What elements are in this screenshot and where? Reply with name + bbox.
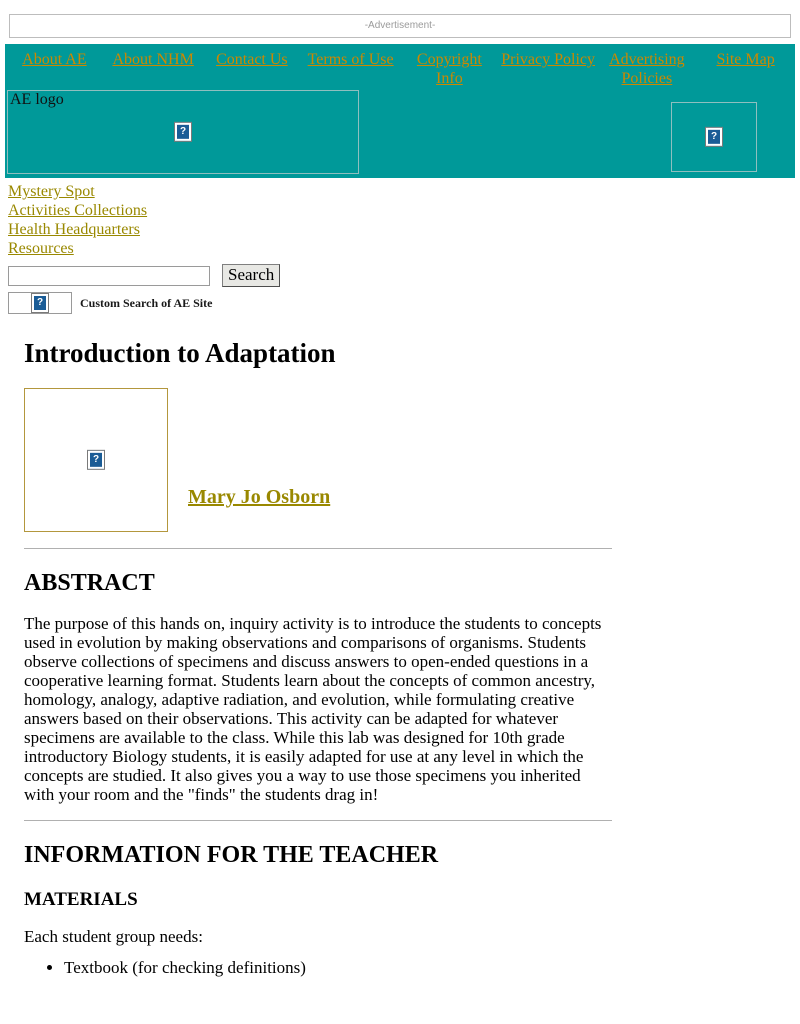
search-input[interactable] [8,266,210,286]
page-title: Introduction to Adaptation [24,338,336,368]
nav-link-copyright-info[interactable]: Copyright Info [416,51,482,87]
abstract-text: The purpose of this hands on, inquiry activity is to introduce the students to concepts used in evolution by making observations and comparisons of organisms. Students observe collections of specimens and discuss answers to open-ended questions in a cooperative learning format. Students learn about the concepts of common ancestry, homology, analogy, adaptive radiation, and evolution, while formulating creative answers based on their observations. This activity can be adapted for whatever specimens are available to the class. While this lab was designed for 10th grade introductory Biology students, it is easily adapted for use at any level in which the concepts are studied. It also gives you a way to use those specimens you inherited with your room and the "finds" the students drag in! [24,614,602,804]
section-link-mystery-spot[interactable]: Mystery Spot [8,183,95,200]
broken-image-icon: ? [32,294,48,312]
list-item: • Textbook (for checking definitions) [64,958,612,977]
banner-content-row [5,88,795,178]
nav-item-copyright-info[interactable] [400,48,499,88]
abstract-heading: ABSTRACT [24,570,155,596]
author-photo[interactable] [24,388,168,532]
author-name [188,486,330,509]
divider-above-abstract [24,548,612,549]
materials-intro: Each student group needs: [24,927,203,946]
broken-image-icon: ? [175,123,191,141]
nav-item-about-ae[interactable] [5,48,104,69]
ae-logo-alt-text: AE logo [10,91,64,108]
author-block [24,388,612,532]
divider-above-teacher-info [24,820,612,821]
google-logo-image[interactable] [8,292,72,314]
section-link-health-headquarters[interactable]: Health Headquarters [8,221,140,238]
nav-item-site-map[interactable] [696,48,795,69]
nav-item-contact-us[interactable] [203,48,302,69]
author-link[interactable]: Mary Jo Osborn [188,486,331,508]
broken-image-icon: ? [706,128,722,146]
nav-link-site-map[interactable]: Site Map [716,51,775,68]
broken-image-icon: ? [88,451,104,469]
advertisement-region [0,0,800,44]
section-link-resources[interactable]: Resources [8,240,74,257]
nav-link-about-nhm[interactable]: About NHM [112,51,194,68]
teacher-info-heading: INFORMATION FOR THE TEACHER [24,842,439,868]
search-form [0,258,800,287]
section-link-activities-collections[interactable]: Activities Collections [8,202,148,219]
search-button[interactable]: Search [222,264,280,287]
google-custom-search-row [0,287,800,314]
nav-item-advertising-policies[interactable] [598,48,697,88]
custom-search-label: Custom Search of AE Site [80,295,213,310]
logo-placeholder [175,123,191,141]
advertisement-label: -Advertisement- [9,14,791,38]
nav-link-advertising-policies[interactable]: Advertising Policies [609,51,685,87]
site-banner [5,44,795,178]
nav-item-terms-of-use[interactable] [301,48,400,69]
banner-side-image[interactable] [671,102,757,172]
nav-link-contact-us[interactable]: Contact Us [216,51,288,68]
author-photo-placeholder [88,451,104,469]
banner-side-placeholder [706,128,722,146]
materials-heading: MATERIALS [24,889,138,910]
nav-link-terms-of-use[interactable]: Terms of Use [307,51,394,68]
nav-link-privacy-policy[interactable]: Privacy Policy [501,51,595,68]
ae-logo-image[interactable] [7,90,359,174]
article-body [0,336,612,977]
nav-link-about-ae[interactable]: About AE [22,51,87,68]
nav-item-privacy-policy[interactable] [499,48,598,69]
top-navigation [5,44,795,88]
section-menu [0,178,800,258]
nav-item-about-nhm[interactable] [104,48,203,69]
materials-list [24,958,612,977]
